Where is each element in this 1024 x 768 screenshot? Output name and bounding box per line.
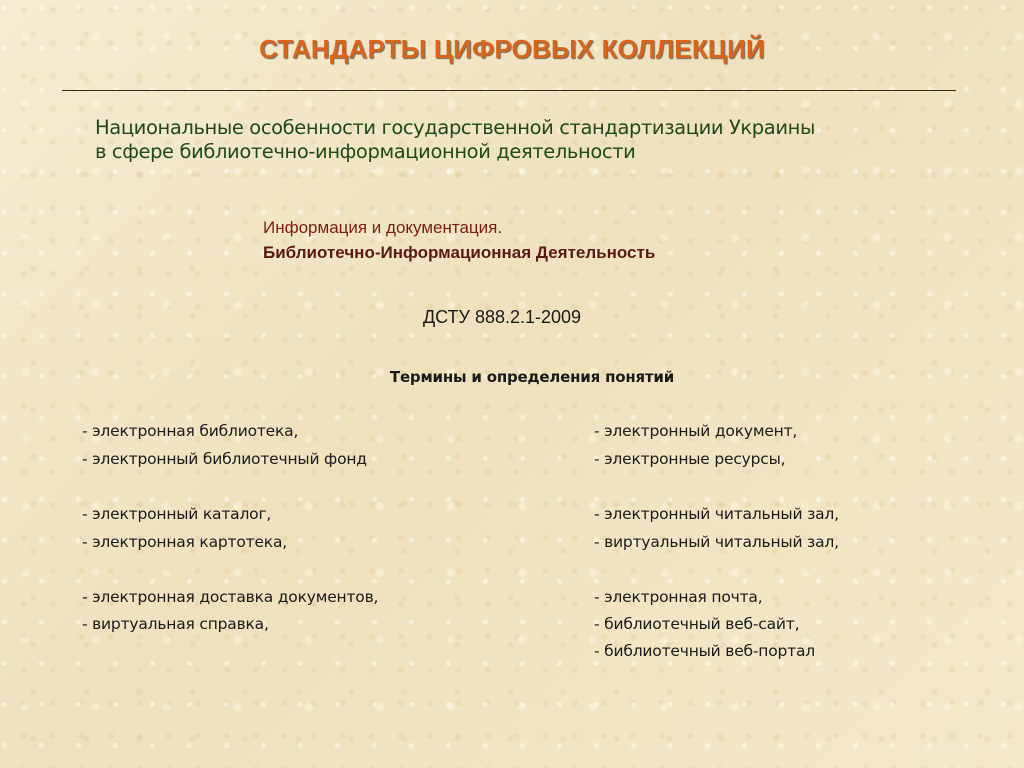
term-item: - электронная библиотека, bbox=[82, 422, 299, 440]
subtitle-line-1: Национальные особенности государственной стандартизации Украины bbox=[95, 116, 815, 139]
term-item: - электронный библиотечный фонд bbox=[82, 450, 367, 468]
info-line-1 bbox=[263, 216, 903, 240]
standard-info bbox=[263, 216, 903, 266]
term-item: - виртуальная справка, bbox=[82, 615, 269, 633]
term-item: - виртуальный читальный зал, bbox=[594, 533, 839, 551]
info-line-1-text: Информация и документация bbox=[263, 218, 498, 237]
term-item: - электронная почта, bbox=[594, 588, 763, 606]
term-item: - электронный каталог, bbox=[82, 505, 272, 523]
title-divider bbox=[62, 90, 956, 91]
term-item: - электронный читальный зал, bbox=[594, 505, 839, 523]
term-item: - электронная доставка документов, bbox=[82, 588, 379, 606]
term-item: - библиотечный веб-портал bbox=[594, 642, 815, 660]
term-item: - электронные ресурсы, bbox=[594, 450, 786, 468]
slide-title: СТАНДАРТЫ ЦИФРОВЫХ КОЛЛЕКЦИЙ bbox=[259, 34, 765, 64]
term-item: - библиотечный веб-сайт, bbox=[594, 615, 800, 633]
subtitle-line-2: в сфере библиотечно-информационной деятельности bbox=[95, 140, 636, 163]
info-line-1-period: . bbox=[497, 218, 503, 237]
terms-heading: Термины и определения понятий bbox=[389, 368, 675, 386]
standard-code: ДСТУ 888.2.1-2009 bbox=[422, 307, 582, 327]
slide-subtitle bbox=[95, 116, 955, 164]
term-item: - электронная картотека, bbox=[82, 533, 287, 551]
term-item: - электронный документ, bbox=[594, 422, 798, 440]
info-line-2: Библиотечно-Информационная Деятельность bbox=[263, 243, 656, 262]
